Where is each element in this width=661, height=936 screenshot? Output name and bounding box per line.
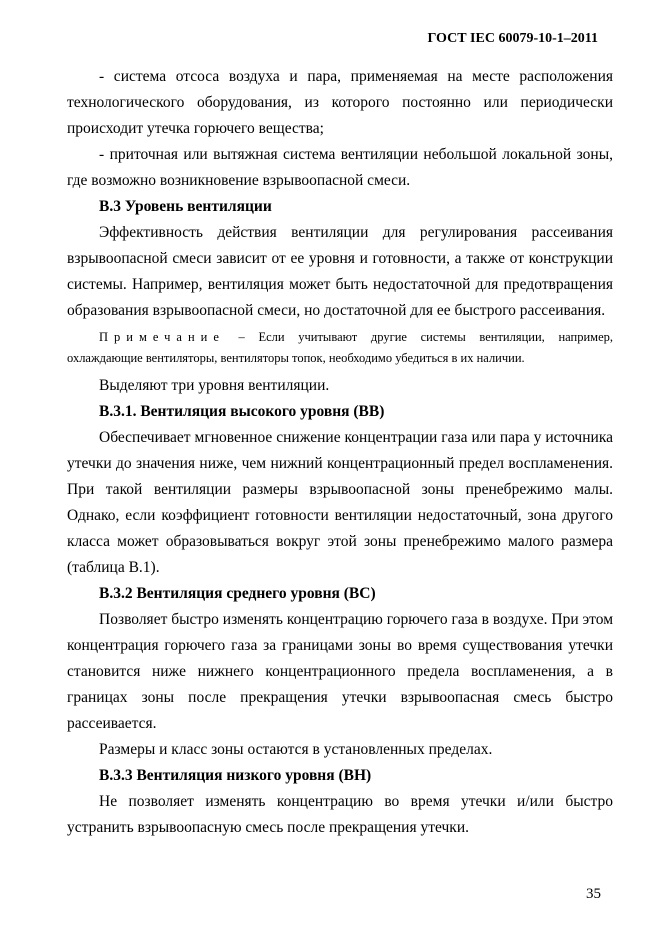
subsection-heading: В.3.2 Вентиляция среднего уровня (ВС) xyxy=(99,585,376,602)
note-label: Примечание xyxy=(99,330,225,344)
document-header: ГОСТ IEC 60079-10-1–2011 xyxy=(427,31,598,46)
subsection-heading: В.3.1. Вентиляция высокого уровня (ВВ) xyxy=(99,403,385,420)
subsection-heading: В.3.3 Вентиляция низкого уровня (ВН) xyxy=(99,767,372,784)
paragraph: Эффективность действия вентиляции для регулирования рассеивания взрывоопасной смеси зависит от ее уровня и готовности, а также от конструкции системы. Например, вентиляция может быть недостаточной для предотвращения образования взрывоопасной смеси, но достаточной для ее быстрого рассеивания. xyxy=(67,224,613,319)
paragraph: Не позволяет изменять концентрацию во время утечки и/или быстро устранить взрывоопасную смесь после прекращения утечки. xyxy=(67,793,613,836)
paragraph: Выделяют три уровня вентиляции. xyxy=(99,377,330,394)
paragraph: - система отсоса воздуха и пара, применяемая на месте расположения технологического оборудования, из которого постоянно или периодически происходит утечка горючего вещества; xyxy=(67,68,613,137)
page-body xyxy=(67,64,613,841)
paragraph: Позволяет быстро изменять концентрацию горючего газа в воздухе. При этом концентрация горючего газа за границами зоны во время существования утечки становится ниже нижнего концентрационного предела воспламенения, а в границах зоны после прекращения утечки взрывоопасная смесь быстро рассеивается. xyxy=(67,611,613,732)
page-number: 35 xyxy=(586,886,601,902)
paragraph: - приточная или вытяжная система вентиляции небольшой локальной зоны, где возможно возникновение взрывоопасной смеси. xyxy=(67,146,613,189)
paragraph: Размеры и класс зоны остаются в установленных пределах. xyxy=(99,741,493,758)
note xyxy=(67,327,613,369)
paragraph: Обеспечивает мгновенное снижение концентрации газа или пара у источника утечки до значения ниже, чем нижний концентрационный предел воспламенения. При такой вентиляции размеры взрывоопасной зоны пренебрежимо малы. Однако, если коэффициент готовности вентиляции недостаточный, зона другого класса может образовываться вокруг этой зоны пренебрежимо малого размера (таблица В.1). xyxy=(67,429,613,576)
note-text: – Если учитывают другие системы вентиляции, например, охлаждающие вентиляторы, вентиляторы топок, необходимо убедиться в их наличии. xyxy=(67,330,613,365)
section-heading: В.3 Уровень вентиляции xyxy=(99,198,272,215)
